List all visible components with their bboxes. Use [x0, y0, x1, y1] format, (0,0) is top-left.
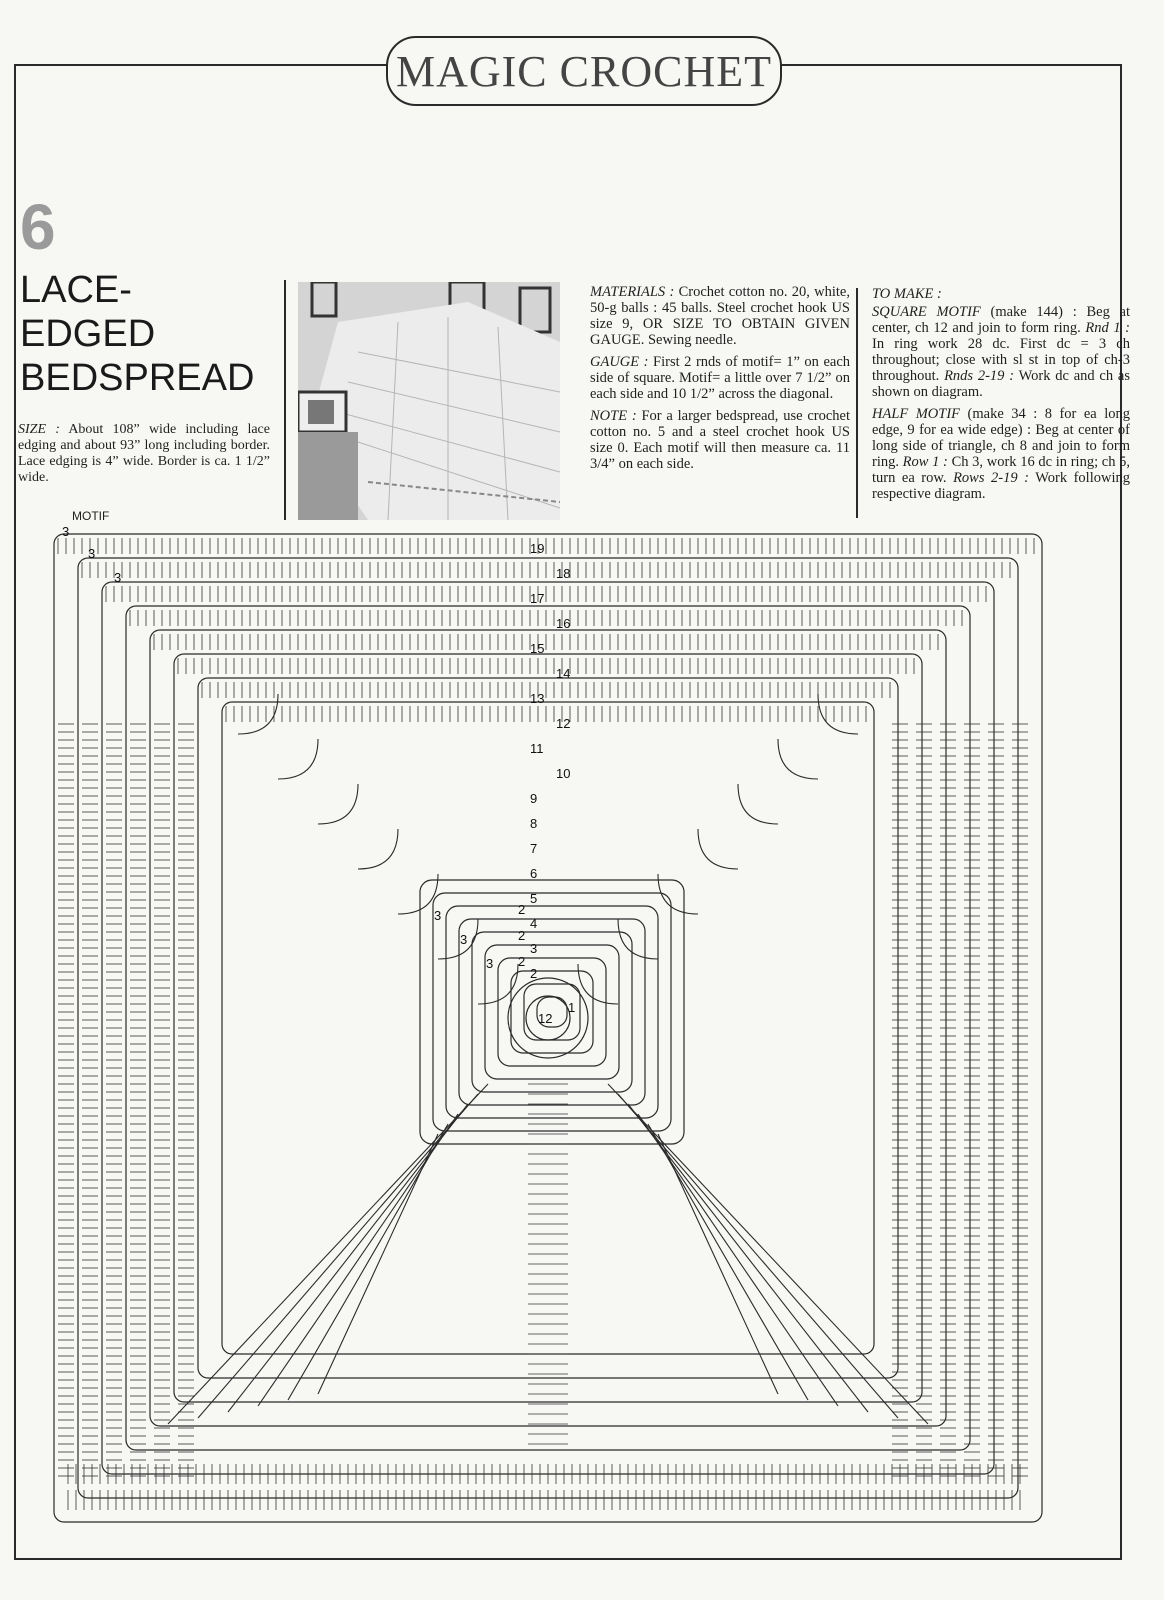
- bedroom-photo: [298, 282, 560, 520]
- magazine-title: MAGIC CROCHET: [395, 46, 773, 96]
- instructions-column: [872, 286, 1130, 508]
- round-outline: [150, 630, 946, 1426]
- corner-three-label: 3: [434, 908, 442, 923]
- diagonal-arm: [198, 1094, 478, 1418]
- round-outline: [102, 582, 994, 1474]
- round-number: 15: [530, 641, 545, 656]
- column-divider: [856, 288, 858, 518]
- diagram-label: MOTIF: [72, 509, 110, 523]
- fan-curve: [738, 784, 778, 824]
- fan-curve: [618, 919, 658, 959]
- round-outline: [78, 558, 1018, 1498]
- title-line: EDGED: [20, 313, 156, 355]
- title-line: LACE-: [20, 269, 132, 311]
- round-number: 1: [568, 1000, 576, 1015]
- to-make-heading: TO MAKE :: [872, 286, 942, 302]
- diagonal-arm: [658, 1134, 778, 1394]
- round-outline: [198, 678, 898, 1378]
- round-number: 5: [530, 891, 538, 906]
- fan-curve: [278, 739, 318, 779]
- note-text: For a larger bedspread, use crochet cotton no. 5 and a steel crochet hook US size 0. Each motif will then measure ca. 11 3/4” on each side.: [590, 408, 850, 472]
- fan-curve: [818, 694, 858, 734]
- round-number: 8: [530, 816, 538, 831]
- round-outline: [174, 654, 922, 1402]
- round-number: 19: [530, 541, 545, 556]
- round-number: 3: [530, 941, 538, 956]
- size-paragraph: [18, 422, 270, 486]
- round-number: 10: [556, 766, 571, 781]
- round-number: 11: [530, 741, 544, 756]
- note-label: NOTE :: [590, 408, 637, 424]
- round-number: 14: [556, 666, 571, 681]
- round-number: 2: [530, 966, 538, 981]
- half-motif-paragraph: HALF MOTIF (make 34 : 8 for ea long edge, 9 for ea wide edge) : Beg at center of long side of triangle, ch 8 and join to form ring. Row 1 : Ch 3, work 16 dc in ring; ch 5, turn ea row. Rows 2-19 : Work following respective diagram.: [872, 406, 1131, 502]
- inner-two-label: 2: [518, 902, 526, 917]
- magazine-header: [386, 36, 782, 106]
- size-label: SIZE :: [18, 422, 60, 437]
- fan-curve: [318, 784, 358, 824]
- column-divider: [284, 280, 286, 520]
- round-number: 18: [556, 566, 571, 581]
- round-number: 9: [530, 791, 538, 806]
- gauge-paragraph: [590, 354, 850, 402]
- corner-three-label: 3: [460, 932, 468, 947]
- diagonal-arm: [228, 1104, 468, 1412]
- pattern-number: 6: [20, 191, 56, 263]
- round-outline: [222, 702, 874, 1354]
- materials-text: Crochet cotton no. 20, white, 50-g balls : 45 balls. Steel crochet hook US size 9, OR SIZE TO OBTAIN GIVEN GAUGE. Sewing needle.: [590, 284, 850, 348]
- round-number: 17: [530, 591, 545, 606]
- diagonal-arm: [318, 1134, 438, 1394]
- inner-two-label: 2: [518, 954, 526, 969]
- corner-three-label: 3: [62, 524, 70, 539]
- diagonal-arm: [618, 1094, 898, 1418]
- round-number: 4: [530, 916, 538, 931]
- center-ring-label: 12: [538, 1011, 553, 1026]
- fan-curve: [778, 739, 818, 779]
- corner-three-label: 3: [88, 546, 96, 561]
- round-number: 6: [530, 866, 538, 881]
- materials-paragraph: [590, 284, 850, 348]
- round-number: 13: [530, 691, 545, 706]
- gauge-text: First 2 rnds of motif= 1” on each side of square. Motif= a little over 7 1/2” on each side and 10 1/2” across the diagonal.: [590, 354, 851, 402]
- crochet-motif-diagram: [48, 524, 1084, 1538]
- title-line: BEDSPREAD: [20, 357, 255, 399]
- round-number: 7: [530, 841, 538, 856]
- fan-curve: [358, 829, 398, 869]
- materials-column: [590, 284, 850, 478]
- round-number: 16: [556, 616, 571, 631]
- diagonal-arm: [628, 1104, 868, 1412]
- size-text: About 108” wide including lace edging and about 93” long including border. Lace edging is 4” wide. Border is ca. 1 1/2” wide.: [18, 422, 270, 485]
- fan-curve: [578, 964, 618, 1004]
- materials-label: MATERIALS :: [590, 284, 675, 300]
- pattern-title: [20, 268, 254, 400]
- round-number: 12: [556, 716, 571, 731]
- corner-three-label: 3: [114, 570, 122, 585]
- corner-three-label: 3: [486, 956, 494, 971]
- square-motif-paragraph: SQUARE MOTIF (make 144) : Beg at center, ch 12 and join to form ring. Rnd 1 : In ring work 28 dc. First dc = 3 ch throughout; close with sl st in top of ch-3 throughout. Rnds 2-19 : Work dc and ch as shown on diagram.: [872, 304, 1131, 400]
- fan-curve: [698, 829, 738, 869]
- note-paragraph: [590, 408, 850, 472]
- inner-two-label: 2: [518, 928, 526, 943]
- gauge-label: GAUGE :: [590, 354, 649, 370]
